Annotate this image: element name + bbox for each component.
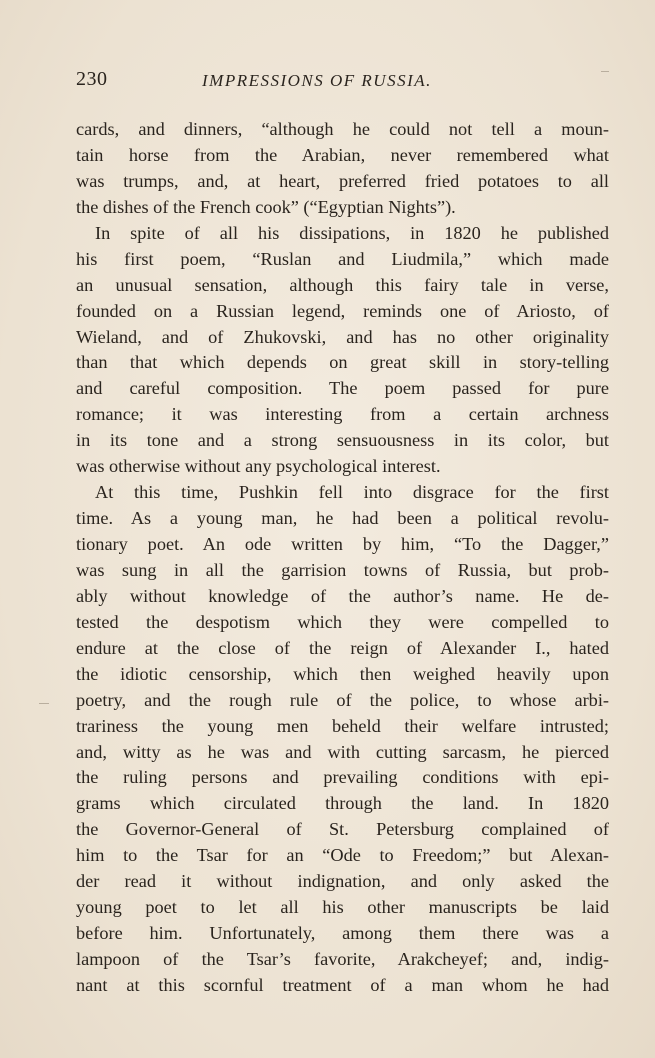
text-line: before him. Unfortunately, among them there was a <box>76 923 609 944</box>
text-line: In spite of all his dissipations, in 1820 he published <box>95 222 609 243</box>
text-line: romance; it was interesting from a certain archness <box>76 404 609 425</box>
text-line: an unusual sensation, although this fairy tale in verse, <box>76 274 609 295</box>
text-line: nant at this scornful treatment of a man whom he had <box>76 974 609 995</box>
text-line: founded on a Russian legend, reminds one of Ariosto, of <box>76 300 609 321</box>
text-line: in its tone and a strong sensuousness in its color, but <box>76 430 609 451</box>
text-line: At this time, Pushkin fell into disgrace for the first <box>95 482 609 503</box>
text-line: tionary poet. An ode written by him, “To the Dagger,” <box>76 534 609 554</box>
text-line: him to the Tsar for an “Ode to Freedom;” but Alexan- <box>76 845 609 866</box>
text-line: der read it without indignation, and only asked the <box>76 871 609 892</box>
text-line: trariness the young men beheld their welfare intrusted; <box>76 715 609 736</box>
text-line: time. As a young man, he had been a political revolu- <box>76 508 609 529</box>
text-line: was trumps, and, at heart, preferred fried potatoes to all <box>76 170 609 191</box>
text-line: than that which depends on great skill in story-telling <box>76 352 609 373</box>
text-line: the idiotic censorship, which then weighed heavily upon <box>76 663 609 684</box>
page-header <box>76 68 610 96</box>
margin-mark <box>39 703 49 704</box>
text-line: Wieland, and of Zhukovski, and has no other originality <box>76 326 609 347</box>
text-line: was sung in all the garrision towns of Russia, but prob- <box>76 559 609 580</box>
text-line: cards, and dinners, “although he could not tell a moun- <box>76 119 609 139</box>
text-line: endure at the close of the reign of Alexander I., hated <box>76 637 609 658</box>
text-line: lampoon of the Tsar’s favorite, Arakcheyef; and, indig- <box>76 949 609 969</box>
text-line: and careful composition. The poem passed for pure <box>76 378 609 399</box>
text-line: tested the despotism which they were compelled to <box>76 611 609 632</box>
text-line: young poet to let all his other manuscripts be laid <box>76 897 609 918</box>
body-text <box>76 117 609 999</box>
text-line: his first poem, “Ruslan and Liudmila,” which made <box>76 248 609 269</box>
page-number: 230 <box>76 68 108 90</box>
text-line: the dishes of the French cook” (“Egyptian Nights”). <box>76 196 456 217</box>
text-line: tain horse from the Arabian, never remembered what <box>76 144 609 165</box>
text-line: was otherwise without any psychological interest. <box>76 456 441 477</box>
text-line: ably without knowledge of the author’s name. He de- <box>76 585 609 606</box>
text-line: grams which circulated through the land. In 1820 <box>76 793 609 814</box>
text-line: poetry, and the rough rule of the police, to whose arbi- <box>76 689 609 710</box>
text-line: the Governor-General of St. Petersburg complained of <box>76 819 609 840</box>
text-line: the ruling persons and prevailing conditions with epi- <box>76 767 609 788</box>
running-title: IMPRESSIONS OF RUSSIA. <box>202 71 432 90</box>
text-line: and, witty as he was and with cutting sarcasm, he pierced <box>76 741 609 762</box>
